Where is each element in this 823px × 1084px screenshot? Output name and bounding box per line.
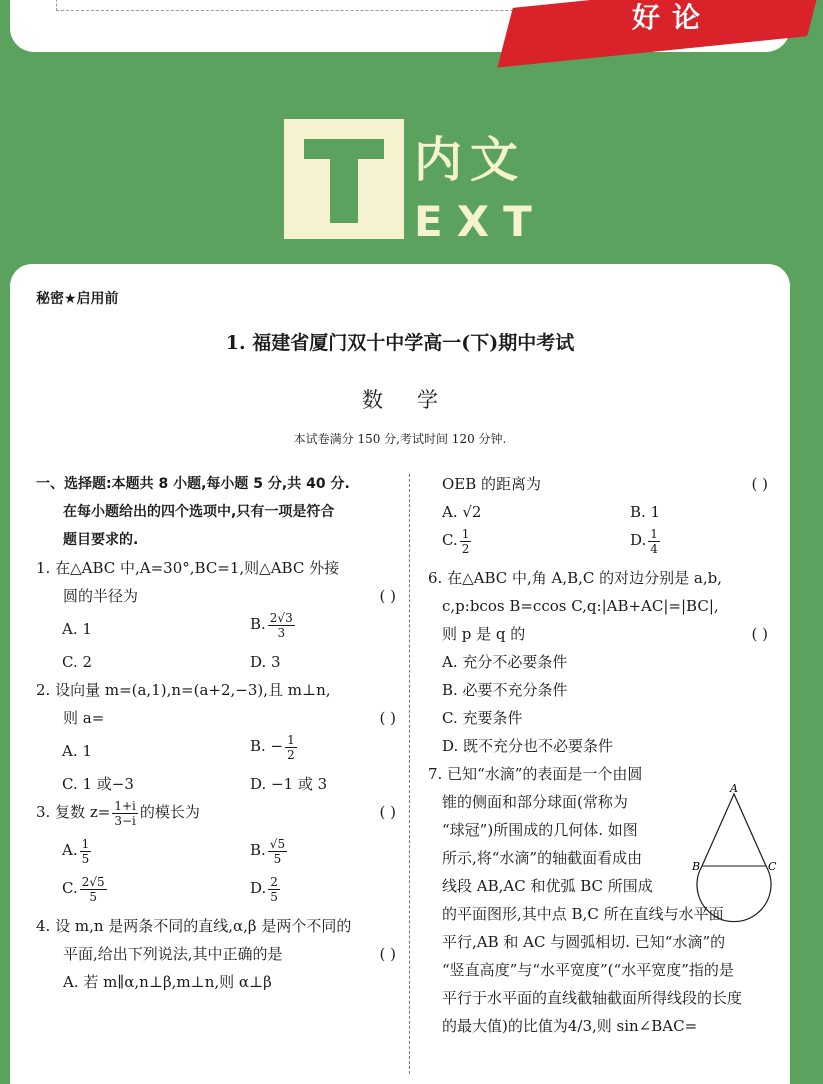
answer-blank: ( ) xyxy=(751,475,768,493)
q5-tail xyxy=(428,470,768,498)
section-instruction-end: 题目要求的. xyxy=(63,532,139,548)
q6-option-a: A. 充分不必要条件 xyxy=(442,653,568,671)
q2-option-b xyxy=(250,732,299,762)
q1-line2 xyxy=(36,582,396,610)
fraction-numerator: 2√5 xyxy=(81,874,105,889)
fraction xyxy=(268,611,295,640)
q7-line6: 的平面图形,其中点 B,C 所在直线与水平面 xyxy=(442,905,724,923)
q7-line2: 锥的侧面和部分球面(常称为 xyxy=(442,793,628,811)
q1-options-ab xyxy=(36,610,396,648)
q3-option-d-prefix: D. xyxy=(250,879,267,897)
exam-paper xyxy=(10,264,790,1084)
top-banner-card xyxy=(10,0,790,52)
fraction-denominator: 3 xyxy=(277,625,286,640)
q3-option-c xyxy=(62,874,109,904)
section-heading: 一、选择题:本题共 8 小题,每小题 5 分,共 40 分. xyxy=(36,476,350,492)
fraction xyxy=(648,527,660,556)
answer-blank: ( ) xyxy=(751,625,768,643)
q6-option-d: D. 既不充分也不必要条件 xyxy=(442,737,614,755)
q2-line1: 2. 设向量 m=(a,1),n=(a+2,−3),且 m⊥n, xyxy=(36,681,331,699)
q4-option-a: A. 若 m∥α,n⊥β,m⊥n,则 α⊥β xyxy=(63,973,272,991)
q1-option-b xyxy=(250,610,297,640)
q3-option-b xyxy=(250,836,289,866)
fraction-numerator: 1 xyxy=(461,526,470,541)
q1-options-cd xyxy=(36,648,396,676)
q2-option-c: C. 1 或−3 xyxy=(62,775,134,793)
fraction xyxy=(268,875,280,904)
q3-prefix: 3. 复数 z= xyxy=(36,803,111,821)
fraction-denominator: 5 xyxy=(270,889,278,904)
column-divider xyxy=(409,474,410,1074)
fraction-denominator: 4 xyxy=(650,541,658,556)
q3-option-c-prefix: C. xyxy=(62,879,78,897)
point-b-label: B xyxy=(692,860,701,873)
q1-option-a: A. 1 xyxy=(62,620,92,638)
point-c-label: C xyxy=(768,860,777,873)
fraction-numerator: 1+i xyxy=(114,798,136,813)
fraction xyxy=(80,837,92,866)
answer-blank: ( ) xyxy=(379,945,396,963)
q3-option-a xyxy=(62,836,93,866)
q3-options-cd xyxy=(36,874,396,912)
q5-option-a: A. √2 xyxy=(442,503,482,521)
q7-line3: “球冠”)所围成的几何体. 如图 xyxy=(442,821,638,839)
q4-line2 xyxy=(36,940,396,968)
q1-option-d: D. 3 xyxy=(250,653,281,671)
q6-line3 xyxy=(428,620,768,648)
q5-option-d-prefix: D. xyxy=(630,531,647,549)
water-drop-figure xyxy=(694,782,784,902)
fraction xyxy=(268,837,287,866)
q7-line1: 7. 已知“水滴”的表面是一个由圆 xyxy=(428,765,643,783)
fraction xyxy=(112,799,138,828)
section-instruction: 在每小题给出的四个选项中,只有一项是符合 xyxy=(63,504,335,520)
q5-option-c xyxy=(442,526,473,556)
fraction-denominator: 5 xyxy=(89,889,97,904)
q3-stem xyxy=(36,798,396,836)
q3-option-b-prefix: B. xyxy=(250,841,266,859)
secret-label: 秘密★启用前 xyxy=(36,291,119,307)
logo-english-text: EXT xyxy=(414,197,546,246)
q4-stem-end: 平面,给出下列说法,其中正确的是 xyxy=(63,945,283,963)
fraction xyxy=(460,527,472,556)
q5-options-ab xyxy=(428,498,768,526)
q6-line2: c,p:bcos B=ccos C,q:|AB+AC|=|BC|, xyxy=(442,597,719,615)
fraction-numerator: 2√3 xyxy=(269,610,293,625)
q2-option-a: A. 1 xyxy=(62,742,92,760)
fraction xyxy=(285,733,297,762)
fraction xyxy=(80,875,107,904)
q1-option-b-prefix: B. xyxy=(250,615,266,633)
q1-option-c: C. 2 xyxy=(62,653,93,671)
fraction-numerator: 1 xyxy=(287,732,295,747)
q3-options-ab xyxy=(36,836,396,874)
q6-stem-end: 则 p 是 q 的 xyxy=(442,625,526,643)
fraction-denominator: 5 xyxy=(273,851,282,866)
right-column xyxy=(428,470,777,1040)
fraction-numerator: √5 xyxy=(269,836,286,851)
fraction-denominator: 2 xyxy=(461,541,470,556)
exam-title: 1. 福建省厦门双十中学高一(下)期中考试 xyxy=(225,332,575,354)
q4-line1: 4. 设 m,n 是两条不同的直线,α,β 是两个不同的 xyxy=(36,917,352,935)
q1-line1: 1. 在△ABC 中,A=30°,BC=1,则△ABC 外接 xyxy=(36,559,340,577)
q2-options-ab xyxy=(36,732,396,770)
ribbon-text: 好论 xyxy=(632,1,713,34)
q6-option-b: B. 必要不充分条件 xyxy=(442,681,568,699)
answer-blank: ( ) xyxy=(379,587,396,605)
q3-suffix: 的模长为 xyxy=(139,803,200,821)
q7-line7: 平行,AB 和 AC 与圆弧相切. 已知“水滴”的 xyxy=(442,933,726,951)
q5-option-c-prefix: C. xyxy=(442,531,458,549)
logo-t-bar xyxy=(304,139,384,159)
point-a-label: A xyxy=(730,782,738,795)
q2-line2 xyxy=(36,704,396,732)
q7-line10: 的最大值)的比值为4/3,则 sin∠BAC= xyxy=(442,1017,698,1035)
fraction-numerator: 1 xyxy=(650,526,658,541)
q2-option-b-prefix: B. − xyxy=(250,737,284,755)
q6-line1: 6. 在△ABC 中,角 A,B,C 的对边分别是 a,b, xyxy=(428,569,723,587)
q2-stem-end: 则 a= xyxy=(63,709,105,727)
fraction-denominator: 2 xyxy=(287,747,295,762)
q7-line5: 线段 AB,AC 和优弧 BC 所围成 xyxy=(442,877,653,895)
q5-option-d xyxy=(630,526,662,556)
fraction-denominator: 3−i xyxy=(114,813,136,828)
q7-line8: “竖直高度”与“水平宽度”(“水平宽度”指的是 xyxy=(442,961,734,979)
q3-option-d xyxy=(250,874,282,904)
logo-t-block xyxy=(284,119,404,239)
q2-option-d: D. −1 或 3 xyxy=(250,775,328,793)
q1-stem-end: 圆的半径为 xyxy=(63,587,139,605)
q5-option-b: B. 1 xyxy=(630,503,661,521)
q7-line4: 所示,将“水滴”的轴截面看成由 xyxy=(442,849,643,867)
answer-blank: ( ) xyxy=(379,709,396,727)
q3-option-a-prefix: A. xyxy=(62,841,78,859)
subject-title: 数学 xyxy=(362,388,472,412)
answer-blank: ( ) xyxy=(379,803,396,821)
q2-options-cd xyxy=(36,770,396,798)
q5-options-cd xyxy=(428,526,768,564)
logo-chinese-text: 内文 xyxy=(414,132,527,188)
q5-stem-end: OEB 的距离为 xyxy=(442,475,542,493)
q6-option-c: C. 充要条件 xyxy=(442,709,523,727)
q7-line9: 平行于水平面的直线截轴截面所得线段的长度 xyxy=(442,989,743,1007)
exam-info: 本试卷满分 150 分,考试时间 120 分钟. xyxy=(293,432,507,446)
fraction-denominator: 5 xyxy=(81,851,90,866)
logo-t-stem xyxy=(330,159,358,223)
left-column xyxy=(36,470,396,996)
fraction-numerator: 2 xyxy=(270,874,278,889)
fraction-numerator: 1 xyxy=(81,836,90,851)
